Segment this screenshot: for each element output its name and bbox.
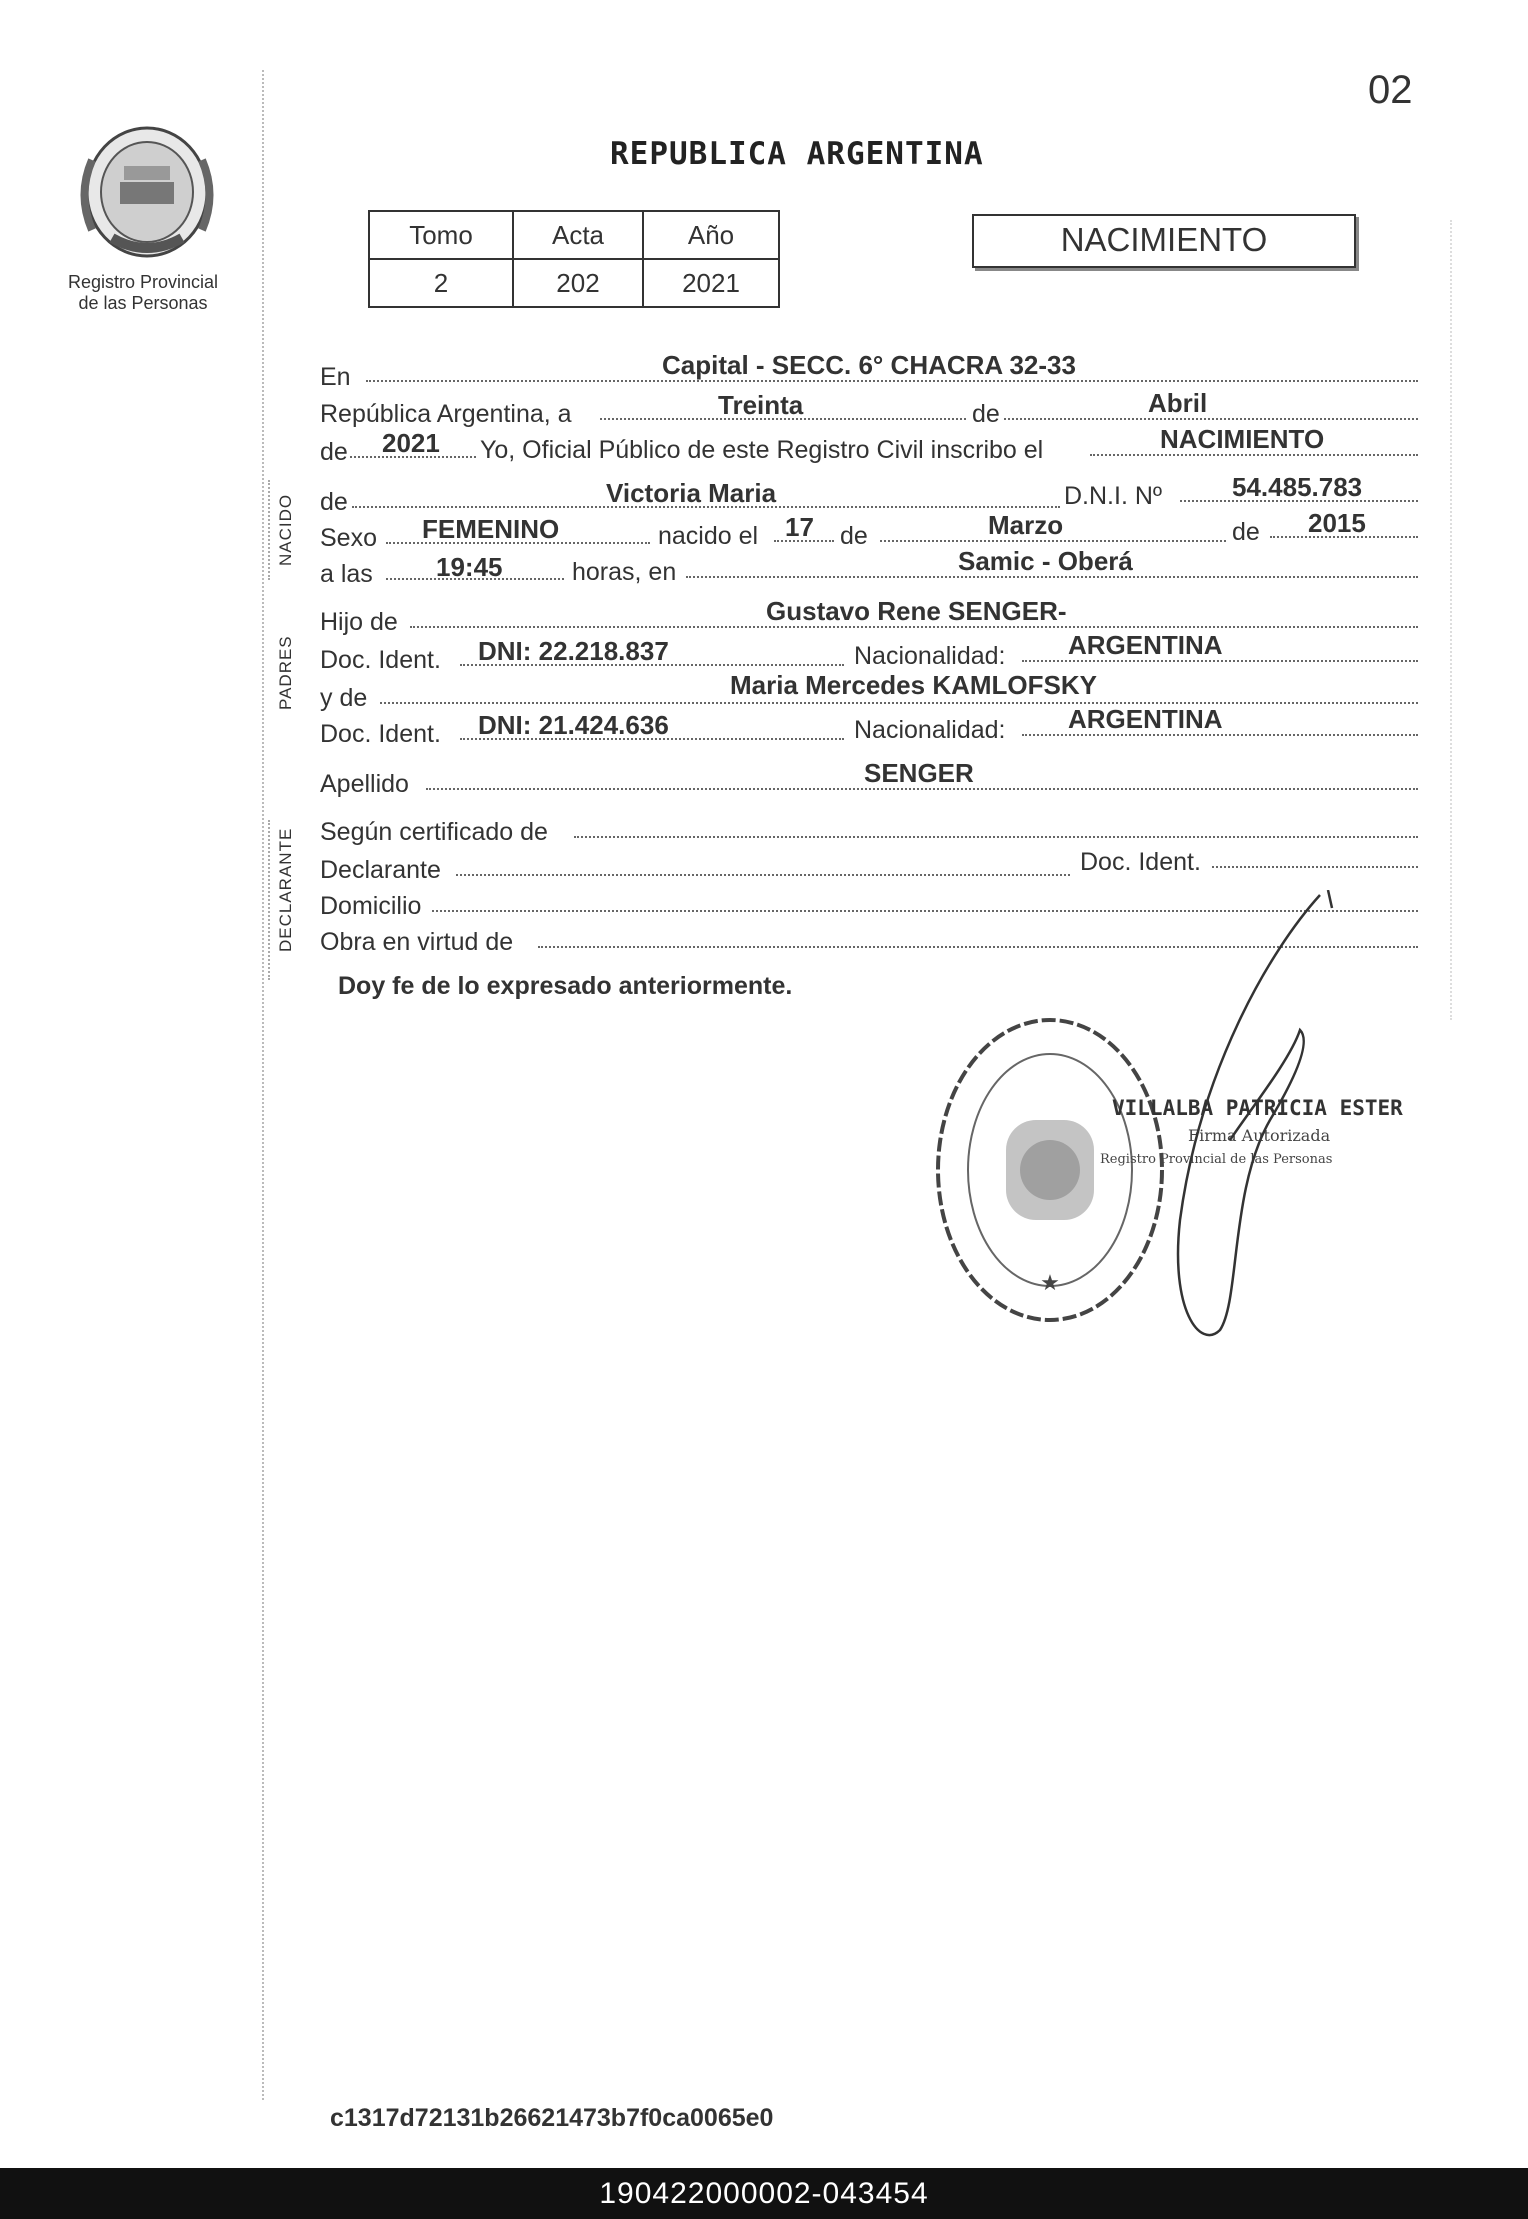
father-nationality: ARGENTINA [1068, 630, 1223, 660]
apellido-label: Apellido [320, 770, 409, 798]
province-emblem [72, 120, 222, 270]
document-title: REPUBLICA ARGENTINA [610, 136, 984, 172]
signer-organization: Registro Provincial de las Personas [1100, 1152, 1333, 1167]
section-divider [268, 820, 270, 980]
dotted-line [574, 836, 1418, 838]
registry-name [58, 272, 228, 314]
horas-label: horas, en [572, 558, 677, 586]
father-dni: DNI: 22.218.837 [478, 636, 669, 666]
document-hash: c1317d72131b26621473b7f0ca0065e0 [330, 2104, 774, 2132]
birth-year: 2015 [1308, 508, 1366, 538]
doc-ident-label: Doc. Ident. [320, 646, 441, 674]
en-label: En [320, 363, 351, 391]
mother-name: Maria Mercedes KAMLOFSKY [730, 670, 1097, 700]
father-name: Gustavo Rene SENGER- [766, 596, 1067, 626]
page-number: 02 [1368, 68, 1413, 112]
obra-label: Obra en virtud de [320, 928, 514, 956]
registry-line-1: Registro Provincial [67, 272, 219, 292]
footer-code: 190422000002-043454 [0, 2168, 1528, 2219]
de-label: de [320, 488, 348, 516]
inscribed-event: NACIMIENTO [1160, 424, 1325, 454]
child-name: Victoria Maria [606, 478, 777, 508]
child-dni: 54.485.783 [1232, 472, 1363, 502]
registration-day: Treinta [718, 390, 804, 420]
registry-line-2: de las Personas [78, 293, 208, 313]
a-las-label: a las [320, 560, 373, 588]
dotted-line [1004, 418, 1418, 420]
official-seal [930, 1010, 1170, 1330]
dotted-line [380, 702, 1418, 704]
value-acta: 202 [513, 259, 643, 307]
header-ano: Año [643, 211, 779, 259]
y-de-label: y de [320, 684, 368, 712]
doc-ident-label: Doc. Ident. [1080, 848, 1201, 876]
registration-year: 2021 [382, 428, 440, 458]
surname: SENGER [864, 758, 974, 788]
margin-line [262, 70, 264, 2100]
mother-nationality: ARGENTINA [1068, 704, 1223, 734]
signer-name: VILLALBA PATRICIA ESTER [1112, 1096, 1403, 1120]
section-divider [268, 480, 270, 580]
record-table [368, 210, 780, 308]
dni-label: D.N.I. Nº [1064, 482, 1163, 510]
doc-ident-label: Doc. Ident. [320, 720, 441, 748]
child-sex: FEMENINO [422, 514, 560, 544]
republica-label: República Argentina, a [320, 400, 572, 428]
right-margin-line [1450, 220, 1452, 1020]
hijo-label: Hijo de [320, 608, 398, 636]
section-padres: PADRES [276, 635, 295, 710]
sexo-label: Sexo [320, 524, 377, 552]
section-declarante: DECLARANTE [276, 827, 295, 952]
record-kind-box: NACIMIENTO [972, 214, 1356, 268]
de-label: de [840, 522, 868, 550]
dotted-line [456, 874, 1070, 876]
de-label: de [320, 438, 348, 466]
birth-hour: 19:45 [436, 552, 503, 582]
value-ano: 2021 [643, 259, 779, 307]
closing-statement: Doy fe de lo expresado anteriormente. [338, 972, 793, 1000]
de-label: de [1232, 518, 1260, 546]
nacionalidad-label: Nacionalidad: [854, 642, 1006, 670]
dotted-line [1212, 866, 1418, 868]
declarante-label: Declarante [320, 856, 441, 884]
svg-text:★: ★ [1040, 1271, 1060, 1296]
header-tomo: Tomo [369, 211, 513, 259]
nacido-label: nacido el [658, 522, 759, 550]
signer-role: Firma Autorizada [1188, 1126, 1331, 1145]
header-acta: Acta [513, 211, 643, 259]
birth-month: Marzo [988, 510, 1064, 540]
birth-place: Samic - Oberá [958, 546, 1133, 576]
de-label: de [972, 400, 1000, 428]
birth-day: 17 [785, 512, 814, 542]
segun-label: Según certificado de [320, 818, 548, 846]
place-of-registration: Capital - SECC. 6° CHACRA 32-33 [662, 350, 1076, 380]
section-nacido: NACIDO [276, 493, 295, 566]
mother-dni: DNI: 21.424.636 [478, 710, 669, 740]
domicilio-label: Domicilio [320, 892, 422, 920]
handwritten-signature [1160, 890, 1360, 1360]
value-tomo: 2 [369, 259, 513, 307]
registration-month: Abril [1148, 388, 1208, 418]
oficial-text: Yo, Oficial Público de este Registro Civil inscribo el [480, 436, 1044, 464]
nacionalidad-label: Nacionalidad: [854, 716, 1006, 744]
